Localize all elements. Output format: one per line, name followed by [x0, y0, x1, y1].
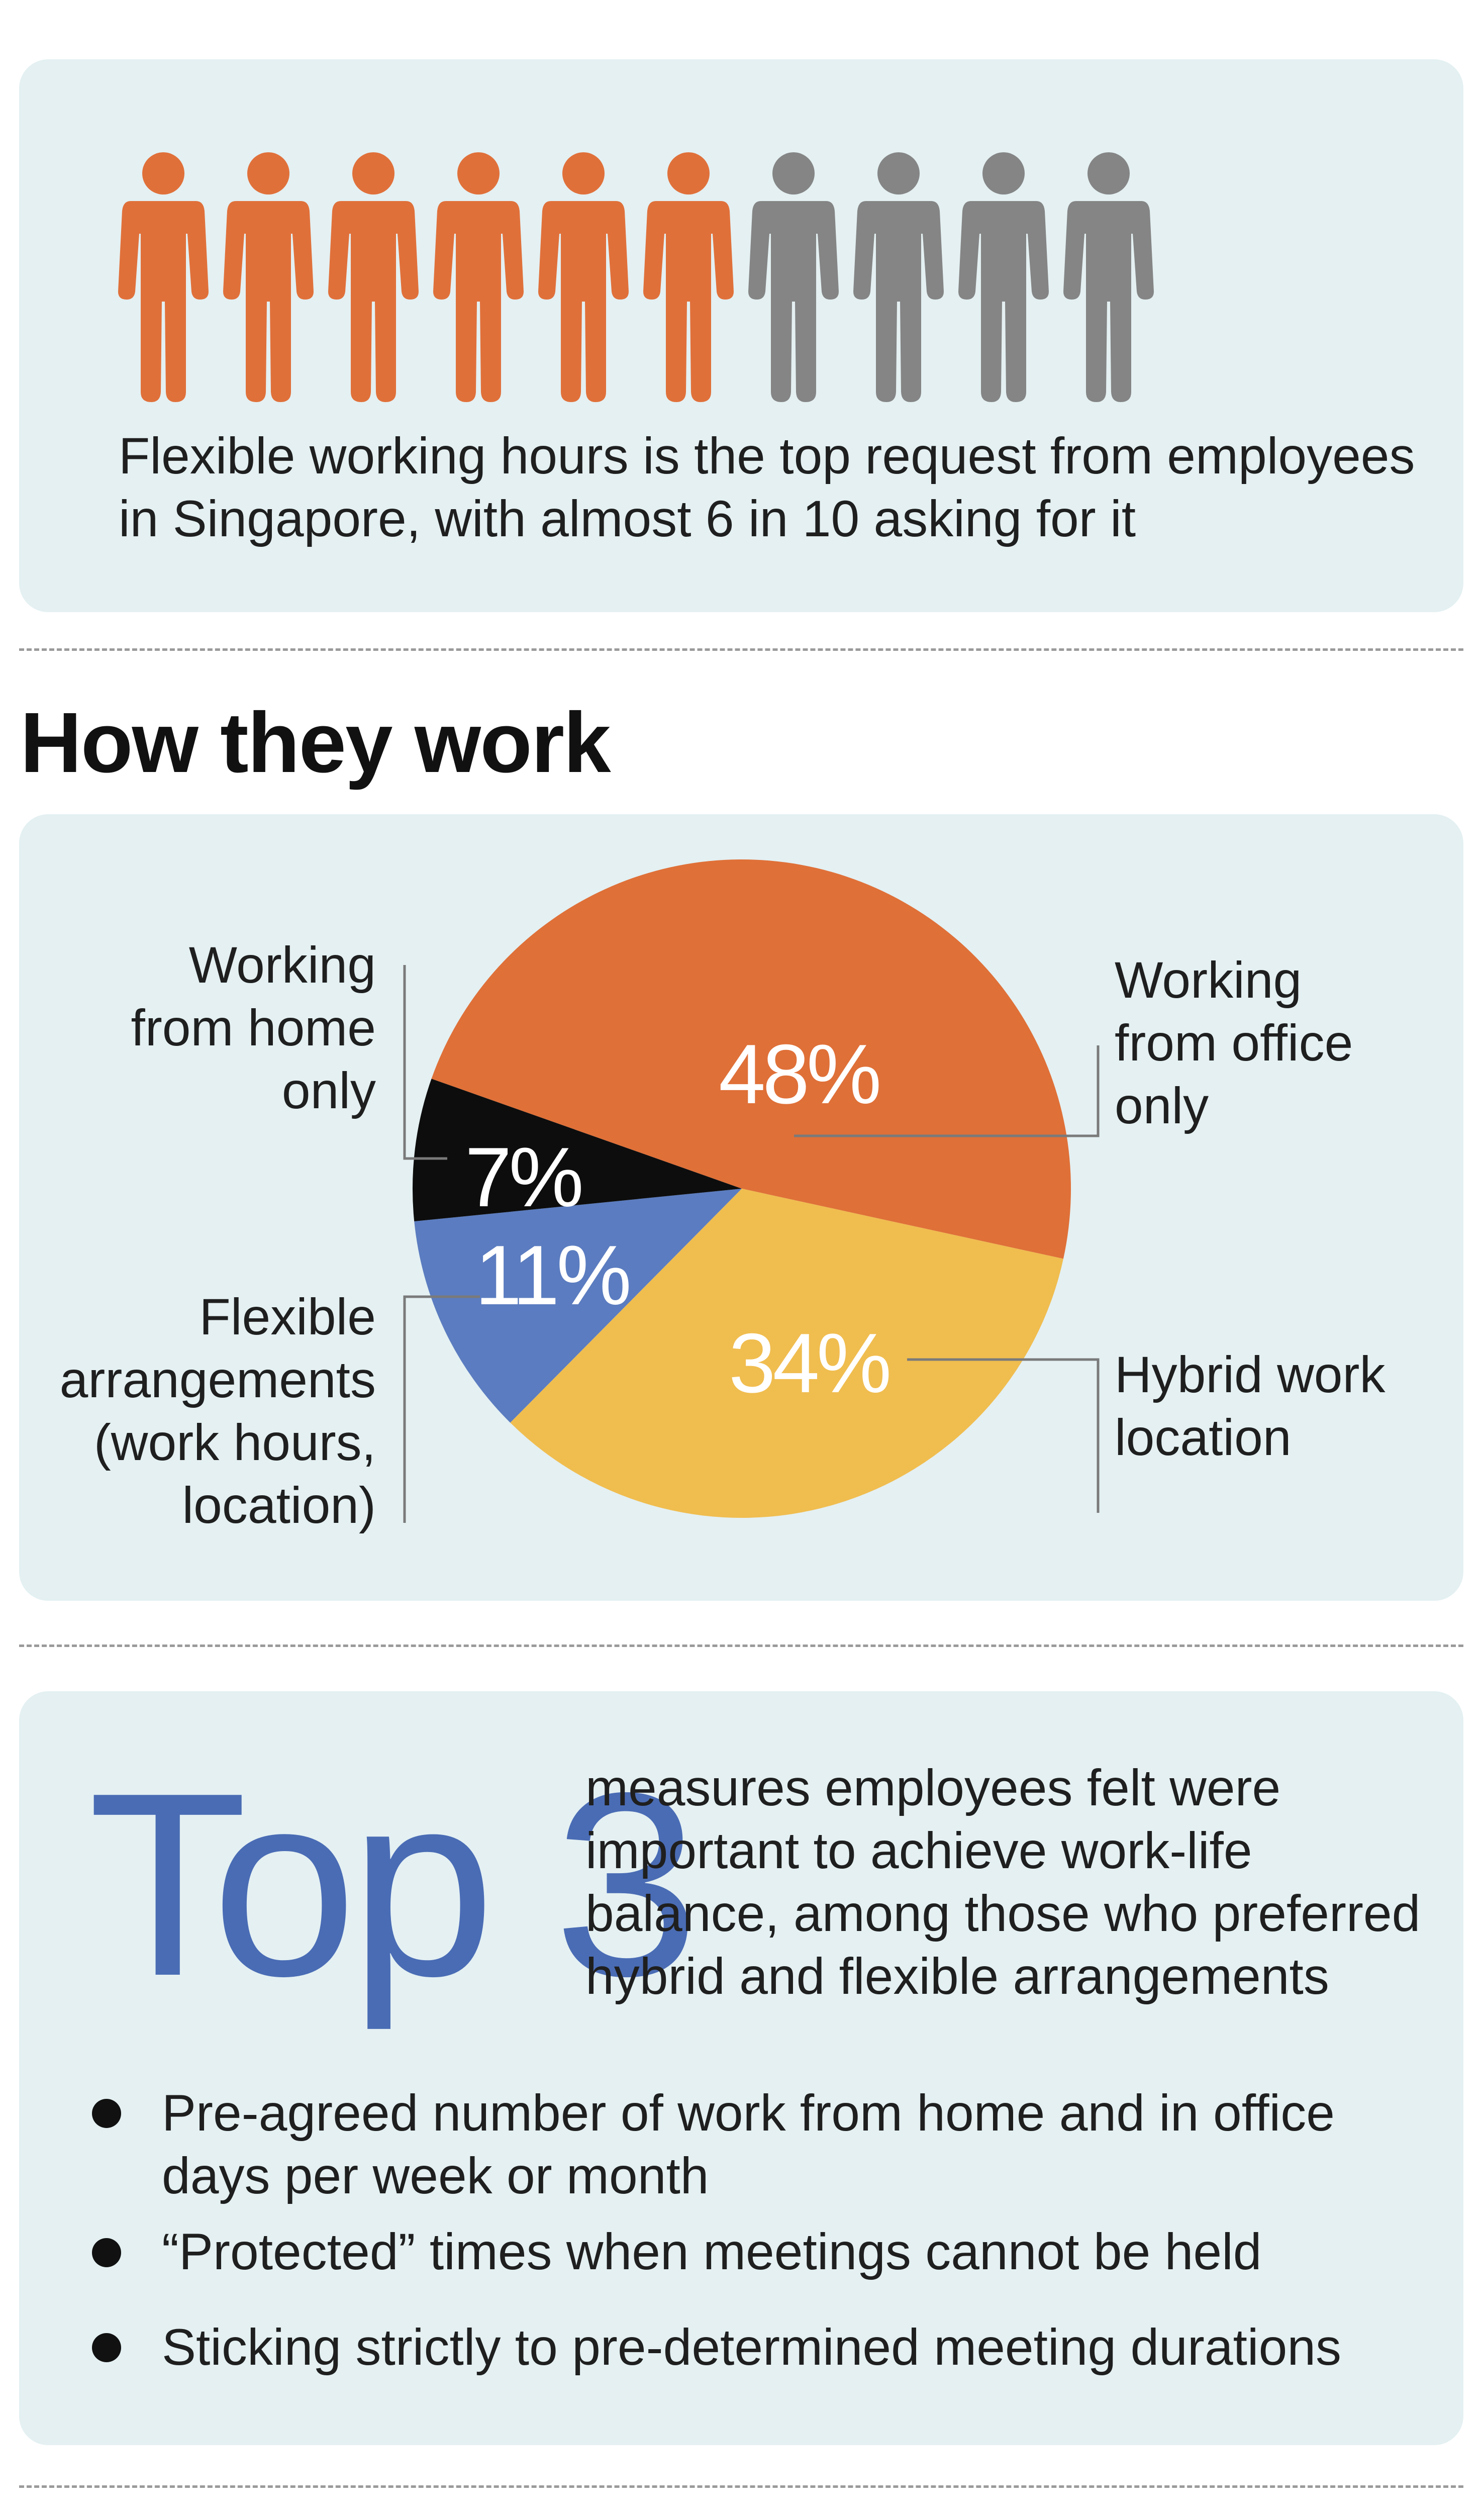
top3-description-1: measures employees felt were [585, 1759, 1281, 1816]
pie-value-label: 34% [729, 1316, 889, 1410]
person-icon [113, 151, 214, 402]
person-icon [533, 151, 634, 402]
person-icon [428, 151, 529, 402]
divider-2 [19, 1645, 1463, 1647]
bullet-1-line-2: days per week or month [162, 2147, 709, 2204]
pie-legend-office-3: only [1115, 1077, 1209, 1134]
person-icon [1058, 151, 1159, 402]
people-icon-row [113, 151, 1168, 412]
pie-value-label: 48% [719, 1027, 879, 1121]
divider-3 [19, 2485, 1463, 2488]
pie-legend-flexible-2: arrangements [59, 1351, 376, 1408]
person-icon [848, 151, 949, 402]
pie-legend-office-2: from office [1115, 1014, 1353, 1072]
person-icon [323, 151, 424, 402]
pie-legend-hybrid-1: Hybrid work [1115, 1346, 1386, 1403]
divider-1 [19, 648, 1463, 651]
bullet-dot [92, 2099, 121, 2128]
person-icon [638, 151, 739, 402]
pie-value-label: 11% [475, 1228, 629, 1322]
work-mode-pie-chart [0, 814, 1484, 1601]
person-icon [953, 151, 1054, 402]
flexible-hours-caption-1: Flexible working hours is the top request from employees [119, 427, 1415, 485]
pie-legend-home-1: Working [188, 936, 376, 994]
pie-legend-flexible-1: Flexible [199, 1288, 376, 1345]
pie-legend-hybrid-2: location [1115, 1409, 1292, 1466]
pie-value-label: 7% [465, 1130, 581, 1224]
person-icon [743, 151, 844, 402]
pie-legend-home-2: from home [131, 999, 376, 1056]
pie-legend-home-3: only [281, 1062, 376, 1119]
person-icon [218, 151, 319, 402]
bullet-1-line-1: Pre-agreed number of work from home and in office [162, 2084, 1335, 2142]
bullet-2-line-1: “Protected” times when meetings cannot be held [162, 2223, 1262, 2280]
pie-legend-flexible-4: location) [182, 1477, 376, 1534]
top3-big-label: Top 3 [88, 1738, 692, 2031]
bullet-dot [92, 2333, 121, 2362]
top3-description-2: important to achieve work-life [585, 1822, 1252, 1879]
bullet-3-line-1: Sticking strictly to pre-determined meeting durations [162, 2318, 1342, 2376]
flexible-hours-caption-2: in Singapore, with almost 6 in 10 asking for it [119, 490, 1136, 547]
top3-description-3: balance, among those who preferred [585, 1885, 1421, 1942]
pie-legend-office-1: Working [1115, 951, 1302, 1009]
pie-legend-flexible-3: (work hours, [93, 1414, 376, 1471]
how-they-work-heading: How they work [20, 695, 610, 791]
top3-description-4: hybrid and flexible arrangements [585, 1948, 1329, 2005]
bullet-dot [92, 2238, 121, 2267]
